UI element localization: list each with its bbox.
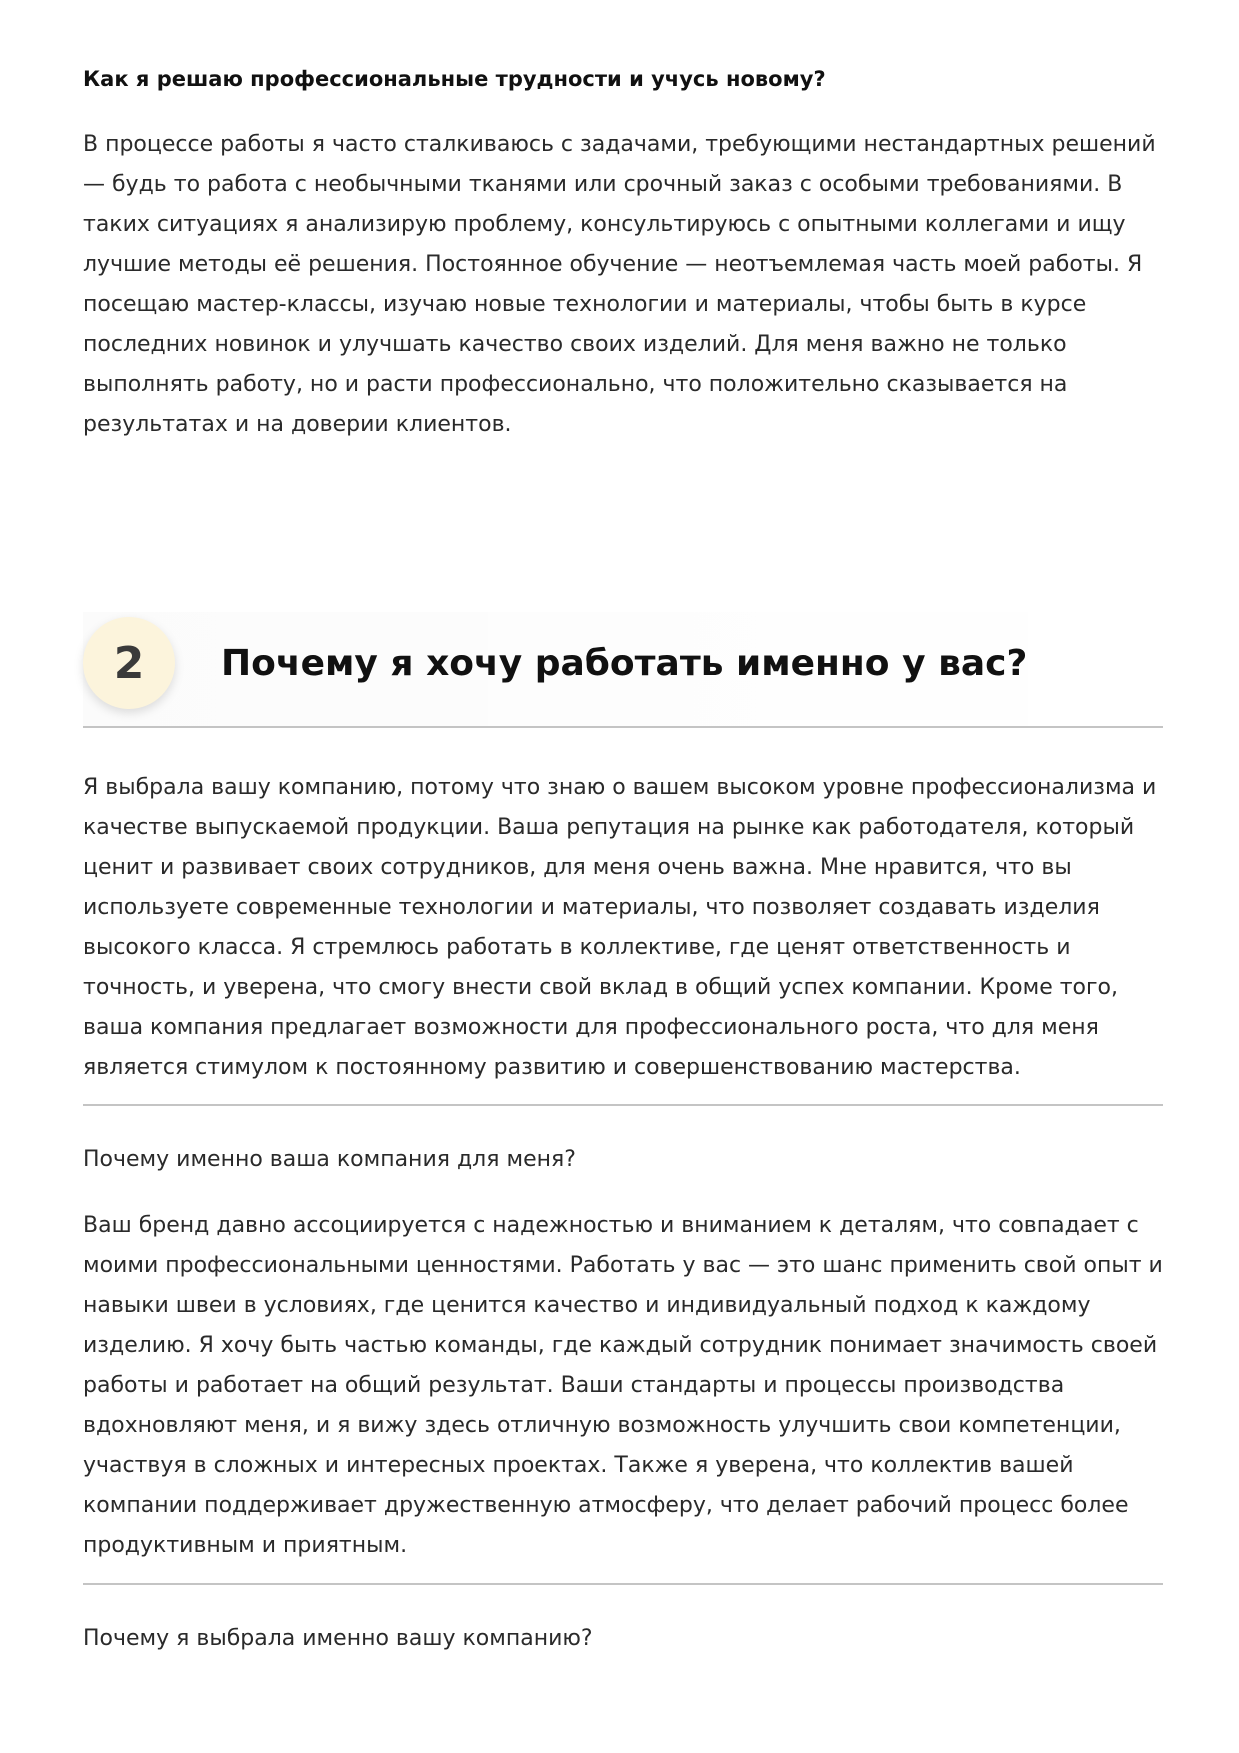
- section-header: [83, 612, 1163, 728]
- question-why-company-for-me: Почему именно ваша компания для меня?: [83, 1147, 576, 1172]
- divider: [83, 1104, 1163, 1106]
- section-title: Почему я хочу работать именно у вас?: [221, 643, 1028, 684]
- paragraph-why-company: Я выбрала вашу компанию, потому что знаю о вашем высоком уровне профессионализма и качестве выпускаемой продукции. Ваша репутация на рынке как работодателя, который ценит и развивает своих сотрудников, для меня очень важна. Мне нравится, что вы используете современные технологии и материалы, что позволяет создавать изделия высокого класса. Я стремлюсь работать в коллективе, где ценят ответственность и точность, и уверена, что смогу внести свой вклад в общий успех компании. Кроме того, ваша компания предлагает возможности для профессионального роста, что для меня является стимулом к постоянному развитию и совершенствованию мастерства.: [83, 775, 1157, 1080]
- question-why-chose-company: Почему я выбрала именно вашу компанию?: [83, 1626, 593, 1651]
- section-number-badge: 2: [83, 617, 175, 709]
- paragraph-brand-values: Ваш бренд давно ассоциируется с надежностью и вниманием к деталям, что совпадает с моими профессиональными ценностями. Работать у вас — это шанс применить свой опыт и навыки швеи в условиях, где ценится качество и индивидуальный подход к каждому изделию. Я хочу быть частью команды, где каждый сотрудник понимает значимость своей работы и работает на общий результат. Ваши стандарты и процессы производства вдохновляют меня, и я вижу здесь отличную возможность улучшить свои компетенции, участвуя в сложных и интересных проектах. Также я уверена, что коллектив вашей компании поддерживает дружественную атмосферу, что делает рабочий процесс более продуктивным и приятным.: [83, 1213, 1163, 1558]
- subsection-heading-learning: Как я решаю профессиональные трудности и учусь новому?: [83, 67, 826, 91]
- paragraph-learning: В процессе работы я часто сталкиваюсь с задачами, требующими нестандартных решений — будь то работа с необычными тканями или срочный заказ с особыми требованиями. В таких ситуациях я анализирую проблему, консультируюсь с опытными коллегами и ищу лучшие методы её решения. Постоянное обучение — неотъемлемая часть моей работы. Я посещаю мастер-классы, изучаю новые технологии и материалы, чтобы быть в курсе последних новинок и улучшать качество своих изделий. Для меня важно не только выполнять работу, но и расти профессионально, что положительно сказывается на результатах и на доверии клиентов.: [83, 132, 1156, 437]
- divider: [83, 1583, 1163, 1585]
